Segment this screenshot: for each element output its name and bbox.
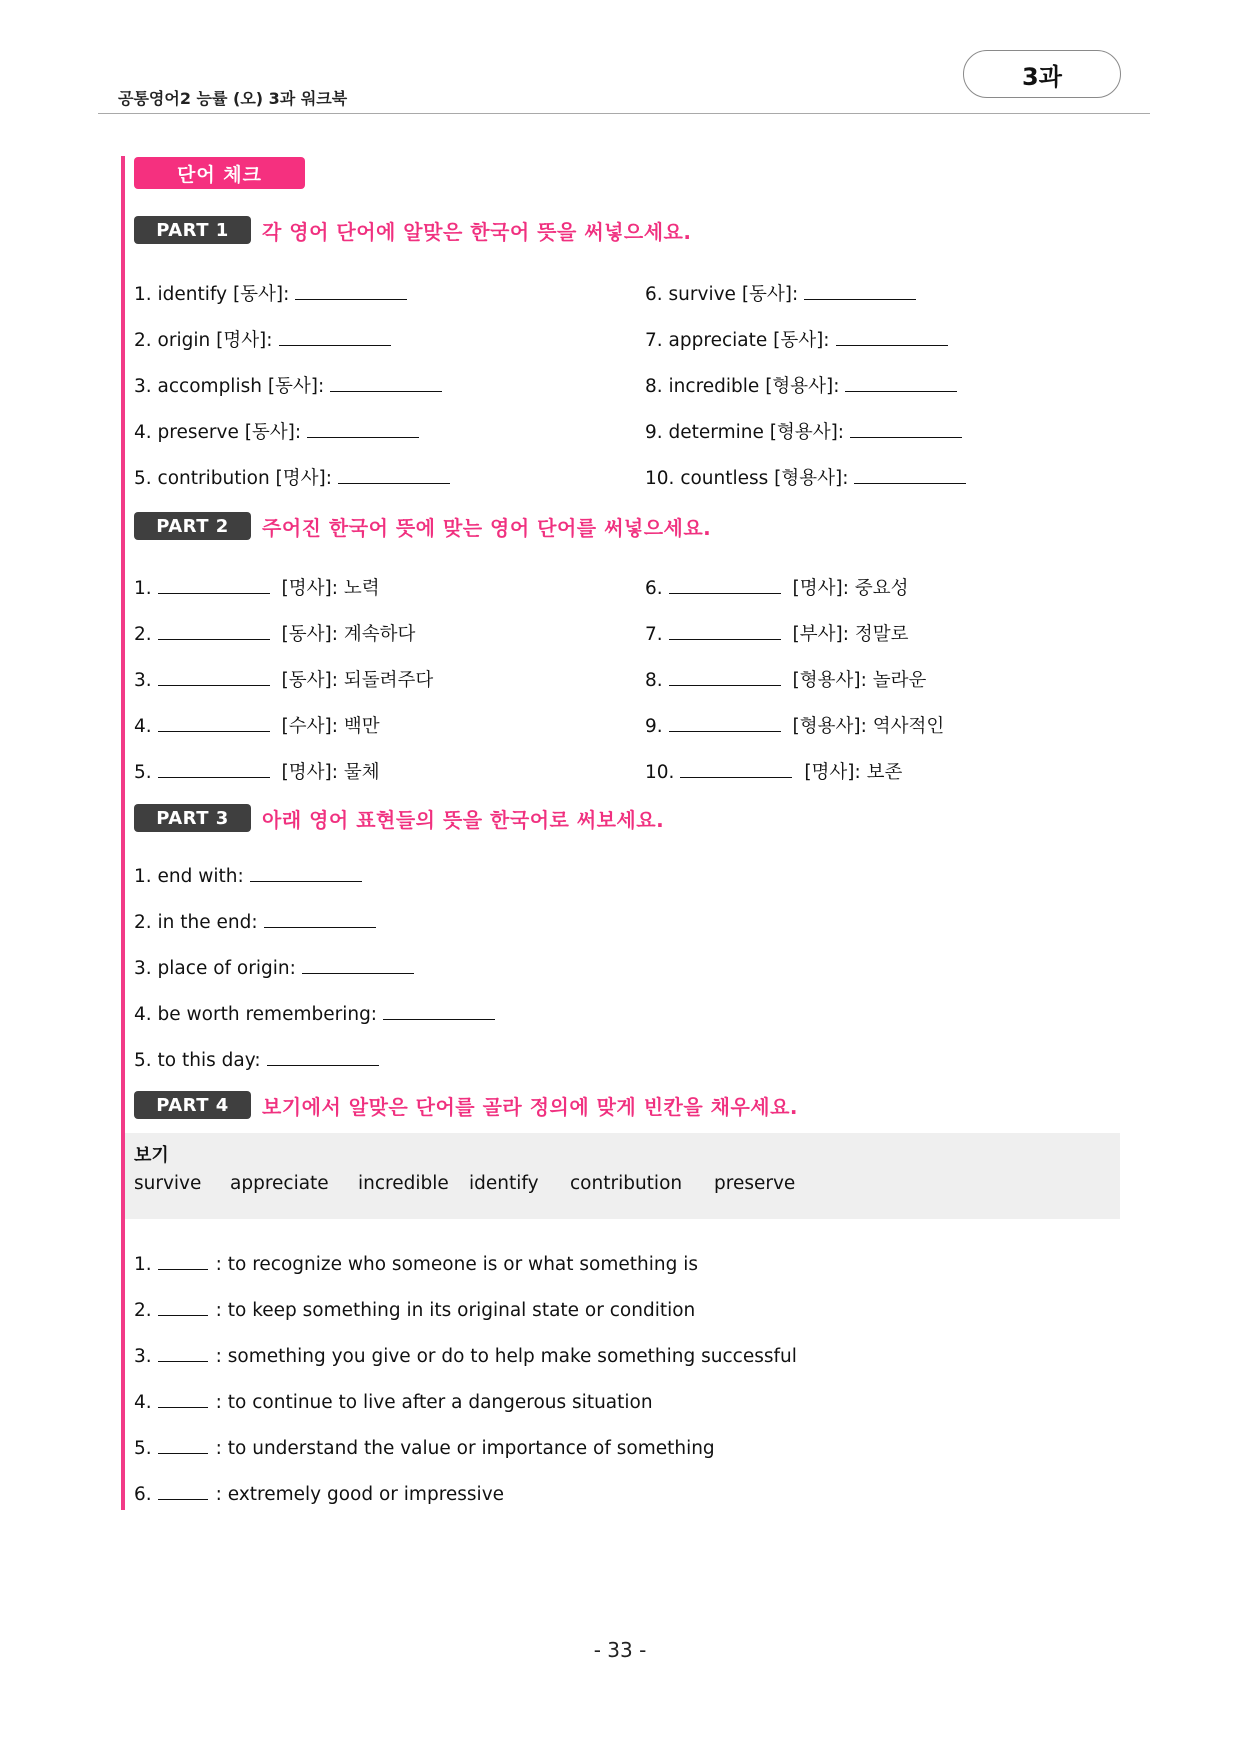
item-number: 3. [134,670,152,691]
part-badge: PART 3 [134,804,251,832]
answer-blank[interactable] [158,1255,208,1270]
part2-item [645,620,908,646]
answer-blank[interactable] [158,625,270,640]
part-instruction: 주어진 한국어 뜻에 맞는 영어 단어를 써넣으세요. [262,515,712,540]
item-text: [명사]: 보존 [804,762,903,783]
item-text: place of origin: [157,958,296,979]
part2-item [645,758,902,784]
part-badge: PART 1 [134,216,251,244]
item-definition: : to understand the value or importance of something [215,1438,715,1459]
page-number: - 33 - [593,1638,647,1662]
item-number: 1. [134,1254,152,1275]
answer-blank[interactable] [845,377,957,392]
part2-item [134,574,380,600]
part4-item [134,1392,653,1413]
section-label: 단어 체크 [134,157,305,189]
answer-blank[interactable] [267,1051,379,1066]
item-text: appreciate [동사]: [668,330,830,351]
word-bank-word: survive [134,1173,202,1194]
item-number: 4. [134,1392,152,1413]
item-number: 10. [645,468,675,489]
word-bank-box [125,1133,1120,1219]
item-text: [동사]: 되돌려주다 [281,670,434,691]
item-number: 4. [134,422,152,443]
answer-blank[interactable] [338,469,450,484]
answer-blank[interactable] [158,579,270,594]
answer-blank[interactable] [836,331,948,346]
item-text: origin [명사]: [157,330,273,351]
part1-item [134,280,413,306]
part2-item [134,712,380,738]
word-bank-word: appreciate [230,1173,329,1194]
part-badge: PART 4 [134,1091,251,1119]
part1-item [645,372,963,398]
item-text: [동사]: 계속하다 [281,624,416,645]
answer-blank[interactable] [669,717,781,732]
item-text: end with: [157,866,244,887]
part2-item [134,758,380,784]
part3-item [134,866,368,887]
answer-blank[interactable] [669,671,781,686]
item-number: 5. [134,1438,152,1459]
answer-blank[interactable] [158,1347,208,1362]
answer-blank[interactable] [158,671,270,686]
item-number: 9. [645,716,663,737]
answer-blank[interactable] [295,285,407,300]
item-number: 7. [645,624,663,645]
item-text: [명사]: 물체 [281,762,380,783]
answer-blank[interactable] [383,1005,495,1020]
item-text: survive [동사]: [668,284,799,305]
part3-item [134,958,420,979]
answer-blank[interactable] [680,763,792,778]
item-number: 6. [645,284,663,305]
part3-item [134,1050,385,1071]
item-definition: : to keep something in its original state or condition [215,1300,696,1321]
part4-item [134,1300,695,1321]
part-instruction: 각 영어 단어에 알맞은 한국어 뜻을 써넣으세요. [262,219,692,244]
answer-blank[interactable] [302,959,414,974]
item-definition: : extremely good or impressive [215,1484,505,1505]
part3-item [134,912,382,933]
part-badge: PART 2 [134,512,251,540]
answer-blank[interactable] [250,867,362,882]
item-text: preserve [동사]: [157,422,302,443]
item-number: 2. [134,330,152,351]
item-definition: : to recognize who someone is or what something is [215,1254,698,1275]
answer-blank[interactable] [307,423,419,438]
item-text: to this day: [157,1050,261,1071]
answer-blank[interactable] [158,763,270,778]
item-definition: : something you give or do to help make something successful [215,1346,797,1367]
answer-blank[interactable] [804,285,916,300]
part2-item [645,574,908,600]
item-text: in the end: [157,912,258,933]
answer-blank[interactable] [669,579,781,594]
answer-blank[interactable] [850,423,962,438]
item-text: accomplish [동사]: [157,376,325,397]
item-number: 2. [134,1300,152,1321]
item-number: 1. [134,866,152,887]
part-instruction: 보기에서 알맞은 단어를 골라 정의에 맞게 빈칸을 채우세요. [262,1094,799,1119]
word-bank-word: preserve [714,1173,796,1194]
item-number: 5. [134,1050,152,1071]
item-text: [부사]: 정말로 [792,624,909,645]
part2-item [645,666,926,692]
item-number: 5. [134,762,152,783]
workbook-title: 공통영어2 능률 (오) 3과 워크북 [118,89,348,108]
item-number: 8. [645,376,663,397]
item-number: 4. [134,716,152,737]
item-text: [명사]: 중요성 [792,578,909,599]
item-number: 3. [134,958,152,979]
answer-blank[interactable] [158,1301,208,1316]
item-text: countless [형용사]: [680,468,849,489]
item-text: incredible [형용사]: [668,376,840,397]
part2-header [134,511,711,541]
section-accent-bar [121,156,125,1510]
item-text: identify [동사]: [157,284,290,305]
word-bank-word: contribution [570,1173,683,1194]
item-number: 7. [645,330,663,351]
part1-item [134,372,448,398]
item-number: 4. [134,1004,152,1025]
part4-header [134,1090,798,1120]
answer-blank[interactable] [264,913,376,928]
part4-item [134,1438,715,1459]
answer-blank[interactable] [158,1393,208,1408]
item-text: [수사]: 백만 [281,716,380,737]
part2-item [645,712,944,738]
part4-item [134,1346,797,1367]
word-bank-word: identify [469,1173,539,1194]
item-number: 6. [645,578,663,599]
part1-header [134,215,691,245]
item-number: 6. [134,1484,152,1505]
answer-blank[interactable] [158,717,270,732]
item-number: 1. [134,578,152,599]
item-number: 3. [134,1346,152,1367]
item-text: contribution [명사]: [157,468,332,489]
answer-blank[interactable] [669,625,781,640]
part1-item [645,280,922,306]
item-text: determine [형용사]: [668,422,845,443]
item-number: 2. [134,912,152,933]
answer-blank[interactable] [279,331,391,346]
part1-item [134,418,425,444]
part3-header [134,803,664,833]
item-number: 3. [134,376,152,397]
word-bank-word: incredible [358,1173,449,1194]
answer-blank[interactable] [158,1439,208,1454]
part1-item [645,326,954,352]
item-number: 5. [134,468,152,489]
answer-blank[interactable] [158,1485,208,1500]
item-number: 8. [645,670,663,691]
item-number: 1. [134,284,152,305]
item-text: [형용사]: 놀라운 [792,670,927,691]
part4-item [134,1254,698,1275]
item-number: 9. [645,422,663,443]
part3-item [134,1004,501,1025]
item-definition: : to continue to live after a dangerous situation [215,1392,653,1413]
lesson-badge: 3과 [963,50,1121,98]
part2-item [134,620,415,646]
word-bank-title: 보기 [134,1145,169,1166]
part-instruction: 아래 영어 표현들의 뜻을 한국어로 써보세요. [262,807,665,832]
part1-item [645,464,972,490]
item-text: [명사]: 노력 [281,578,380,599]
item-text: be worth remembering: [157,1004,378,1025]
item-text: [형용사]: 역사적인 [792,716,945,737]
part2-item [134,666,433,692]
part4-item [134,1484,504,1505]
part1-item [134,464,456,490]
answer-blank[interactable] [330,377,442,392]
part1-item [134,326,397,352]
item-number: 2. [134,624,152,645]
header-divider [98,113,1150,114]
item-number: 10. [645,762,675,783]
part1-item [645,418,968,444]
answer-blank[interactable] [854,469,966,484]
